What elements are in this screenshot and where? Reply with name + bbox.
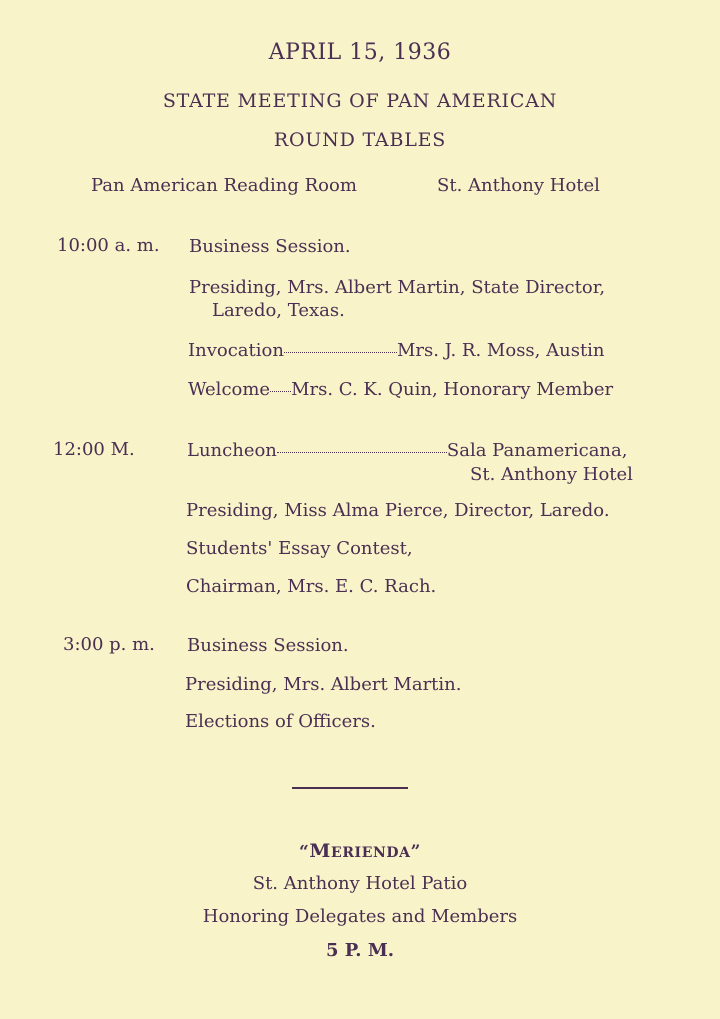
- session1-presiding-line1: Presiding, Mrs. Albert Martin, State Director,: [189, 277, 606, 298]
- venue-room: Pan American Reading Room: [91, 175, 357, 196]
- session2-presiding: Presiding, Miss Alma Pierce, Director, Laredo.: [186, 500, 610, 521]
- session3-title: Business Session.: [187, 635, 349, 656]
- invocation-row: [188, 340, 605, 361]
- session1-presiding-line2: Laredo, Texas.: [212, 300, 345, 321]
- session1-time: 10:00 a. m.: [57, 235, 160, 256]
- session3-time: 3:00 p. m.: [63, 634, 155, 655]
- program-date: APRIL 15, 1936: [268, 40, 452, 65]
- contest-chairman: Chairman, Mrs. E. C. Rach.: [186, 576, 437, 597]
- leader-dots: [277, 451, 447, 453]
- invocation-name: Mrs. J. R. Moss, Austin: [396, 340, 605, 361]
- program-title-line1: STATE MEETING OF PAN AMERICAN: [162, 90, 558, 112]
- section-divider: [292, 787, 408, 789]
- merienda-honoring: Honoring Delegates and Members: [202, 906, 518, 927]
- program-title-line2: ROUND TABLES: [273, 129, 447, 151]
- close-quote: ”: [410, 842, 421, 862]
- luncheon-label: Luncheon: [187, 440, 277, 461]
- luncheon-place-line2: St. Anthony Hotel: [470, 464, 633, 485]
- session3-elections: Elections of Officers.: [185, 711, 376, 732]
- session3-presiding: Presiding, Mrs. Albert Martin.: [185, 674, 462, 695]
- welcome-row: [188, 379, 613, 400]
- luncheon-place-line1: Sala Panamericana,: [446, 440, 628, 461]
- luncheon-row: [187, 440, 627, 461]
- essay-contest: Students' Essay Contest,: [186, 538, 413, 559]
- session2-time: 12:00 M.: [53, 439, 135, 460]
- invocation-label: Invocation: [188, 340, 284, 361]
- merienda-heading: [0, 840, 720, 862]
- open-quote: “: [299, 842, 310, 862]
- merienda-initial: M: [309, 840, 332, 862]
- merienda-rest: ERIENDA: [331, 845, 411, 861]
- merienda-place: St. Anthony Hotel Patio: [252, 873, 468, 894]
- session1-title: Business Session.: [189, 236, 351, 257]
- welcome-label: Welcome: [188, 379, 271, 400]
- leader-dots: [270, 390, 291, 392]
- leader-dots: [284, 351, 397, 353]
- venue-hotel: St. Anthony Hotel: [437, 175, 600, 196]
- welcome-name: Mrs. C. K. Quin, Honorary Member: [291, 379, 614, 400]
- merienda-time: 5 P. M.: [325, 940, 395, 961]
